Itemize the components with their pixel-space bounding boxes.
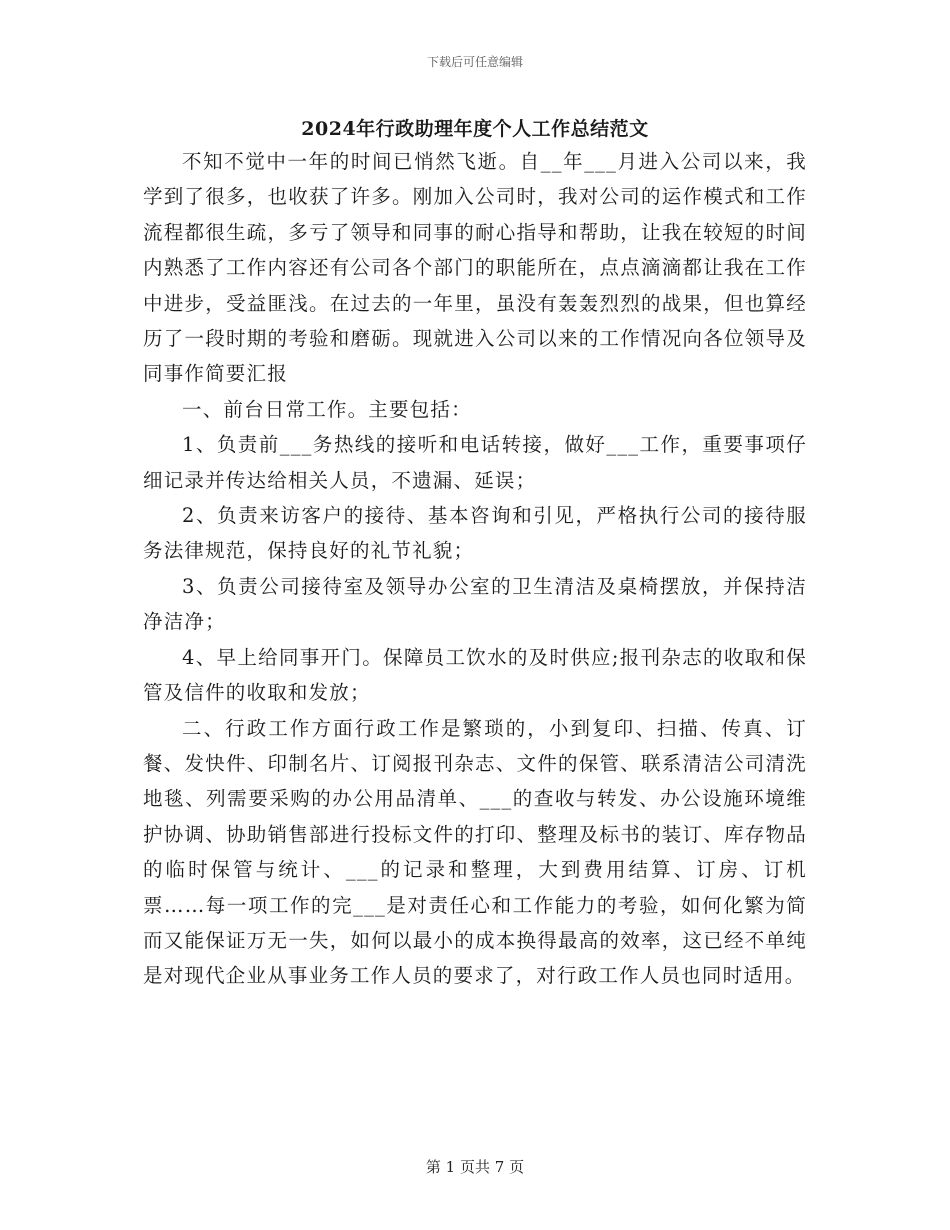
paragraph-item-3: 3、负责公司接待室及领导办公室的卫生清洁及桌椅摆放，并保持洁净洁净； (143, 574, 807, 634)
page-number: 第 1 页共 7 页 (425, 1158, 525, 1176)
paragraph-item-4: 4、早上给同事开门。保障员工饮水的及时供应;报刊杂志的收取和保管及信件的收取和发放； (143, 645, 807, 705)
paragraph-section-2: 二、行政工作方面行政工作是繁琐的，小到复印、扫描、传真、订餐、发快件、印制名片、订阅报刊杂志、文件的保管、联系清洁公司清洗地毯、列需要采购的办公用品清单、___的查收与转发、办公设施环境维护协调、协助销售部进行投标文件的打印、整理及标书的装订、库存物品的临时保管与统计、___的记录和整理，大到费用结算、订房、订机票……每一项工作的完___是对责任心和工作能力的考验，如何化繁为简而又能保证万无一失，如何以最小的成本换得最高的效率，这已经不单纯是对现代企业从事业务工作人员的要求了，对行政工作人员也同时适用。 (143, 716, 807, 988)
paragraph-item-2: 2、负责来访客户的接待、基本咨询和引见，严格执行公司的接待服务法律规范，保持良好的礼节礼貌； (143, 504, 807, 563)
paragraph-item-1: 1、负责前___务热线的接听和电话转接，做好___工作，重要事项仔细记录并传达给相关人员，不遗漏、延误； (143, 433, 807, 492)
paragraph-section-1-heading: 一、前台日常工作。主要包括： (182, 397, 472, 421)
download-note: 下载后可任意编辑 (426, 55, 523, 69)
document-title: 2024年行政助理年度个人工作总结范文 (301, 118, 649, 140)
paragraph-intro: 不知不觉中一年的时间已悄然飞逝。自__年___月进入公司以来，我学到了很多，也收获了许多。刚加入公司时，我对公司的运作模式和工作流程都很生疏，多亏了领导和同事的耐心指导和帮助，让我在较短的时间内熟悉了工作内容还有公司各个部门的职能所在，点点滴滴都让我在工作中进步，受益匪浅。在过去的一年里，虽没有轰轰烈烈的战果，但也算经历了一段时期的考验和磨砺。现就进入公司以来的工作情况向各位领导及同事作简要汇报 (143, 150, 807, 386)
document-body (143, 144, 807, 994)
